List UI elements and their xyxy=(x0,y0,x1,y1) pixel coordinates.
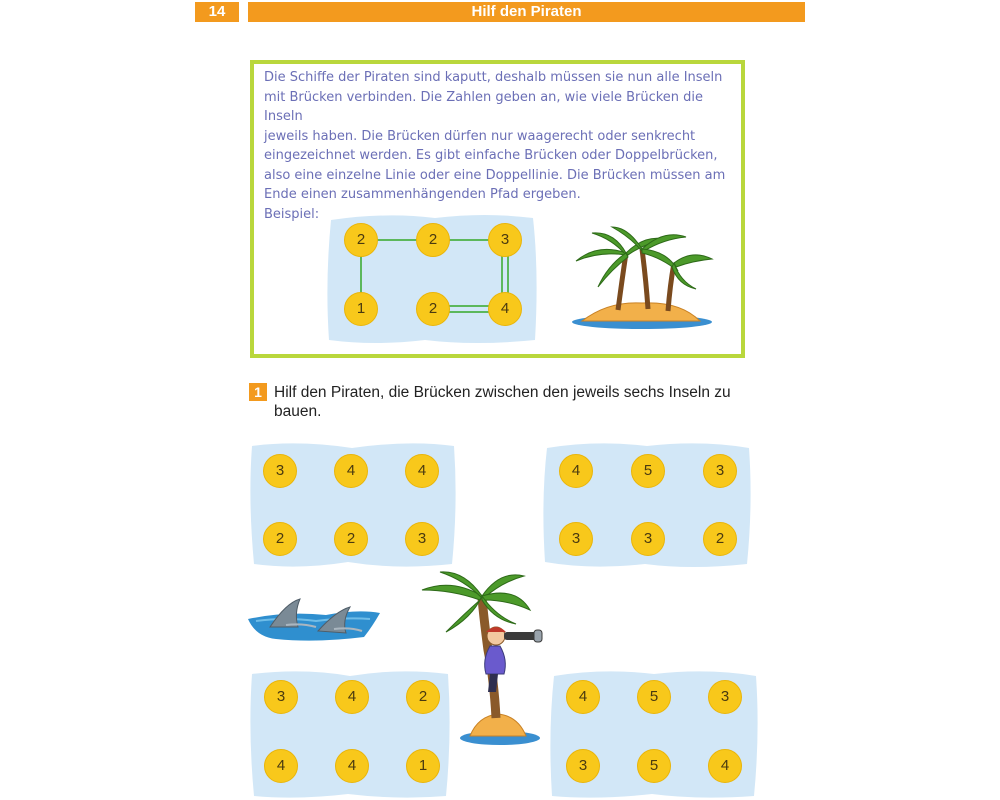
instruction-line: jeweils haben. Die Brücken dürfen nur waagerecht oder senkrecht xyxy=(264,128,696,144)
puzzle-island-coin[interactable]: 1 xyxy=(406,749,440,783)
puzzle-island-coin[interactable]: 4 xyxy=(335,749,369,783)
puzzle-island-coin[interactable]: 3 xyxy=(631,522,665,556)
example-island-coin: 4 xyxy=(488,292,522,326)
example-island-coin: 3 xyxy=(488,223,522,257)
puzzle-island-coin[interactable]: 3 xyxy=(405,522,439,556)
task-text: Hilf den Piraten, die Brücken zwischen den jeweils sechs Inseln zu bauen. xyxy=(274,384,731,420)
instruction-line: eingezeichnet werden. Es gibt einfache Brücken oder Doppelbrücken, xyxy=(264,148,718,163)
puzzle-island-coin[interactable]: 4 xyxy=(335,680,369,714)
puzzle-island-coin[interactable]: 5 xyxy=(637,749,671,783)
puzzle-island-coin[interactable]: 2 xyxy=(263,522,297,556)
puzzle-island-coin[interactable]: 5 xyxy=(637,680,671,714)
puzzle-island-coin[interactable]: 3 xyxy=(708,680,742,714)
instruction-line: Ende einen zusammenhängenden Pfad ergeben. xyxy=(264,187,581,202)
instruction-line: mit Brücken verbinden. Die Zahlen geben an, wie viele Brücken die Inseln xyxy=(264,89,704,124)
page-title: Hilf den Piraten xyxy=(248,2,805,22)
example-island-coin: 2 xyxy=(344,223,378,257)
puzzle-island-coin[interactable]: 4 xyxy=(566,680,600,714)
puzzle-island-coin[interactable]: 3 xyxy=(263,454,297,488)
page-number: 14 xyxy=(195,2,239,22)
puzzle-island-coin[interactable]: 2 xyxy=(406,680,440,714)
puzzle-island-coin[interactable]: 3 xyxy=(703,454,737,488)
puzzle-island-coin[interactable]: 4 xyxy=(559,454,593,488)
task-number: 1 xyxy=(249,383,267,401)
example-island-coin: 2 xyxy=(416,223,450,257)
puzzle-island-coin[interactable]: 3 xyxy=(559,522,593,556)
puzzle-island-coin[interactable]: 5 xyxy=(631,454,665,488)
puzzle-island-coin[interactable]: 4 xyxy=(405,454,439,488)
example-island-coin: 2 xyxy=(416,292,450,326)
palm-island-illustration xyxy=(568,225,718,333)
puzzle-island-coin[interactable]: 2 xyxy=(703,522,737,556)
instruction-line: Die Schiffe der Piraten sind kaputt, deshalb müssen sie nun alle Inseln xyxy=(264,70,723,85)
puzzle-island-coin[interactable]: 4 xyxy=(708,749,742,783)
shark-illustration xyxy=(246,597,382,643)
puzzle-island-coin[interactable]: 3 xyxy=(566,749,600,783)
instruction-text xyxy=(264,68,739,224)
puzzle-island-coin[interactable]: 2 xyxy=(334,522,368,556)
puzzle-island-coin[interactable]: 3 xyxy=(264,680,298,714)
instruction-line: also eine einzelne Linie oder eine Doppellinie. Die Brücken müssen am xyxy=(264,167,726,183)
pirate-palm-illustration xyxy=(412,570,552,750)
example-island-coin: 1 xyxy=(344,292,378,326)
puzzle-island-coin[interactable]: 4 xyxy=(264,749,298,783)
puzzle-island-coin[interactable]: 4 xyxy=(334,454,368,488)
example-label: Beispiel: xyxy=(264,206,320,222)
